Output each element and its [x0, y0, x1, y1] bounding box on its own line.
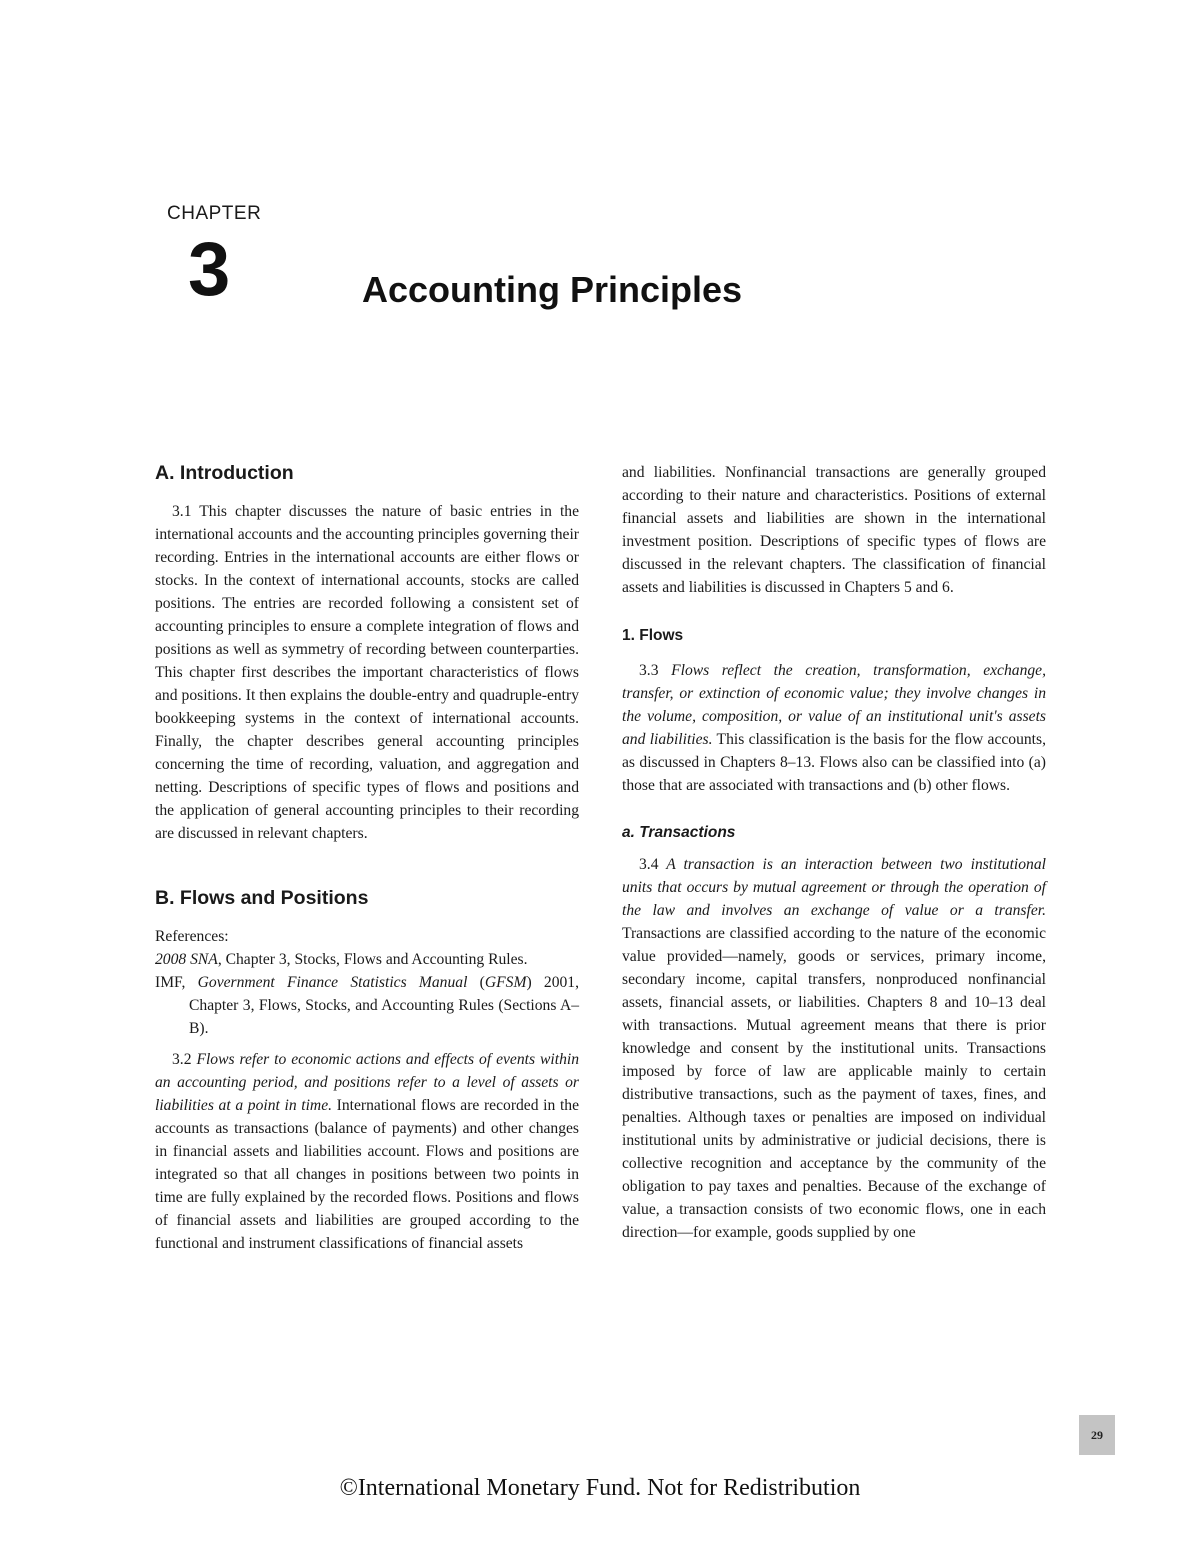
paragraph-3-3 [622, 659, 1046, 797]
reference-title: Government Finance Statistics Manual [197, 974, 468, 991]
section-b-heading: B. Flows and Positions [155, 887, 369, 909]
paragraph-text: International flows are recorded in the accounts as transactions (balance of payments) and other changes in financial assets and liabilities account. Flows and positions are integrated so that all changes in positions between two points in time are fully explained by the recorded flows. Positions and flows of financial assets and liabilities are grouped according to the functional and instrument classifications of financial assets [155, 1097, 580, 1252]
paragraph-text: Transactions are classified according to the nature of the economic value provided—namely, goods or services, primary income, secondary income, capital transfers, nonproduced nonfinancial assets, financial assets, or liabilities. Chapters 8 and 10–13 deal with transactions. Mutual agreement means that there is prior knowledge and consent by the institutional units. Transactions imposed by force of law are applicable mainly to certain distributive transactions, such as the payment of taxes, fines, and penalties. Although taxes or penalties are imposed on individual institutional units by administrative or judicial decisions, there is collective recognition and acceptance by the community of the obligation to pay taxes and penalties. Because of the exchange of value, a transaction consists of two economic flows, one in each direction—for example, goods supplied by one [622, 925, 1046, 1241]
paragraph-definition: Flows reflect the creation, transformation, exchange, transfer, or extinction of economic value; they involve changes in the volume, composition, or value of an institutional unit's assets and liabilities. [622, 662, 1046, 748]
references-label: References: [155, 928, 229, 945]
paragraph-definition: A transaction is an interaction between two institutional units that occurs by mutual agreement or through the operation of the law and involves an exchange of value or a transfer. [622, 856, 1046, 919]
paragraph-definition: Flows refer to economic actions and effects of events within an accounting period, and positions refer to a level of assets or liabilities at a point in time. [155, 1051, 579, 1114]
section-a-heading: A. Introduction [155, 462, 294, 484]
reference-title: 2008 SNA [155, 951, 218, 968]
left-column [155, 460, 579, 1255]
reference-prefix: IMF, [155, 974, 198, 991]
transactions-heading: a. Transactions [622, 824, 736, 841]
right-column [622, 461, 1046, 1244]
reference-abbreviation: GFSM [484, 974, 527, 991]
chapter-title: Accounting Principles [362, 269, 743, 310]
flows-heading: 1. Flows [622, 627, 684, 644]
paragraph-3-2-continued: and liabilities. Nonfinancial transactions are generally grouped according to their nature and characteristics. Positions of external financial assets and liabilities are shown in the international investment position. Descriptions of specific types of flows are discussed in the relevant chapters. The classification of financial assets and liabilities is discussed in Chapters 5 and 6. [622, 464, 1046, 596]
chapter-label: CHAPTER [167, 203, 262, 224]
paragraph-number: 3.2 [172, 1051, 192, 1068]
reference-item [155, 971, 579, 1040]
paragraph-3-4 [622, 853, 1046, 1244]
reference-text: , Chapter 3, Stocks, Flows and Accounting Rules. [217, 951, 528, 968]
paragraph-3-1 [155, 500, 579, 845]
paragraph-number: 3.4 [639, 856, 659, 873]
reference-item [155, 948, 579, 971]
page-number: 29 [1079, 1415, 1115, 1455]
paragraph-text: This chapter discusses the nature of basic entries in the international accounts and the accounting principles governing their recording. Entries in the international accounts are either flows or stocks. In the context of international accounts, stocks are called positions. The entries are recorded following a consistent set of accounting principles to ensure a complete integration of flows and positions as well as symmetry of recording between counterparties. This chapter first describes the important characteristics of flows and positions. It then explains the double-entry and quadruple-entry bookkeeping systems in the context of international accounts. Finally, the chapter describes general accounting principles concerning the time of recording, valuation, and aggregation and netting. Descriptions of specific types of flows and positions and the application of general accounting principles to their recording are discussed in relevant chapters. [155, 503, 579, 842]
paragraph-text: This classification is the basis for the flow accounts, as discussed in Chapters 8–13. Flows also can be classified into (a) those that are associated with transactions and (b) other flows. [622, 731, 1046, 794]
paragraph-number: 3.3 [639, 662, 659, 679]
reference-text: ( [467, 974, 485, 991]
paragraph-number: 3.1 [172, 503, 192, 520]
reference-text: ) 2001, Chapter 3, Flows, Stocks, and Accounting Rules (Sections A–B). [189, 974, 579, 1037]
copyright-notice: ©International Monetary Fund. Not for Redistribution [339, 1475, 861, 1501]
chapter-number: 3 [188, 227, 231, 312]
paragraph-3-2 [155, 1048, 579, 1255]
